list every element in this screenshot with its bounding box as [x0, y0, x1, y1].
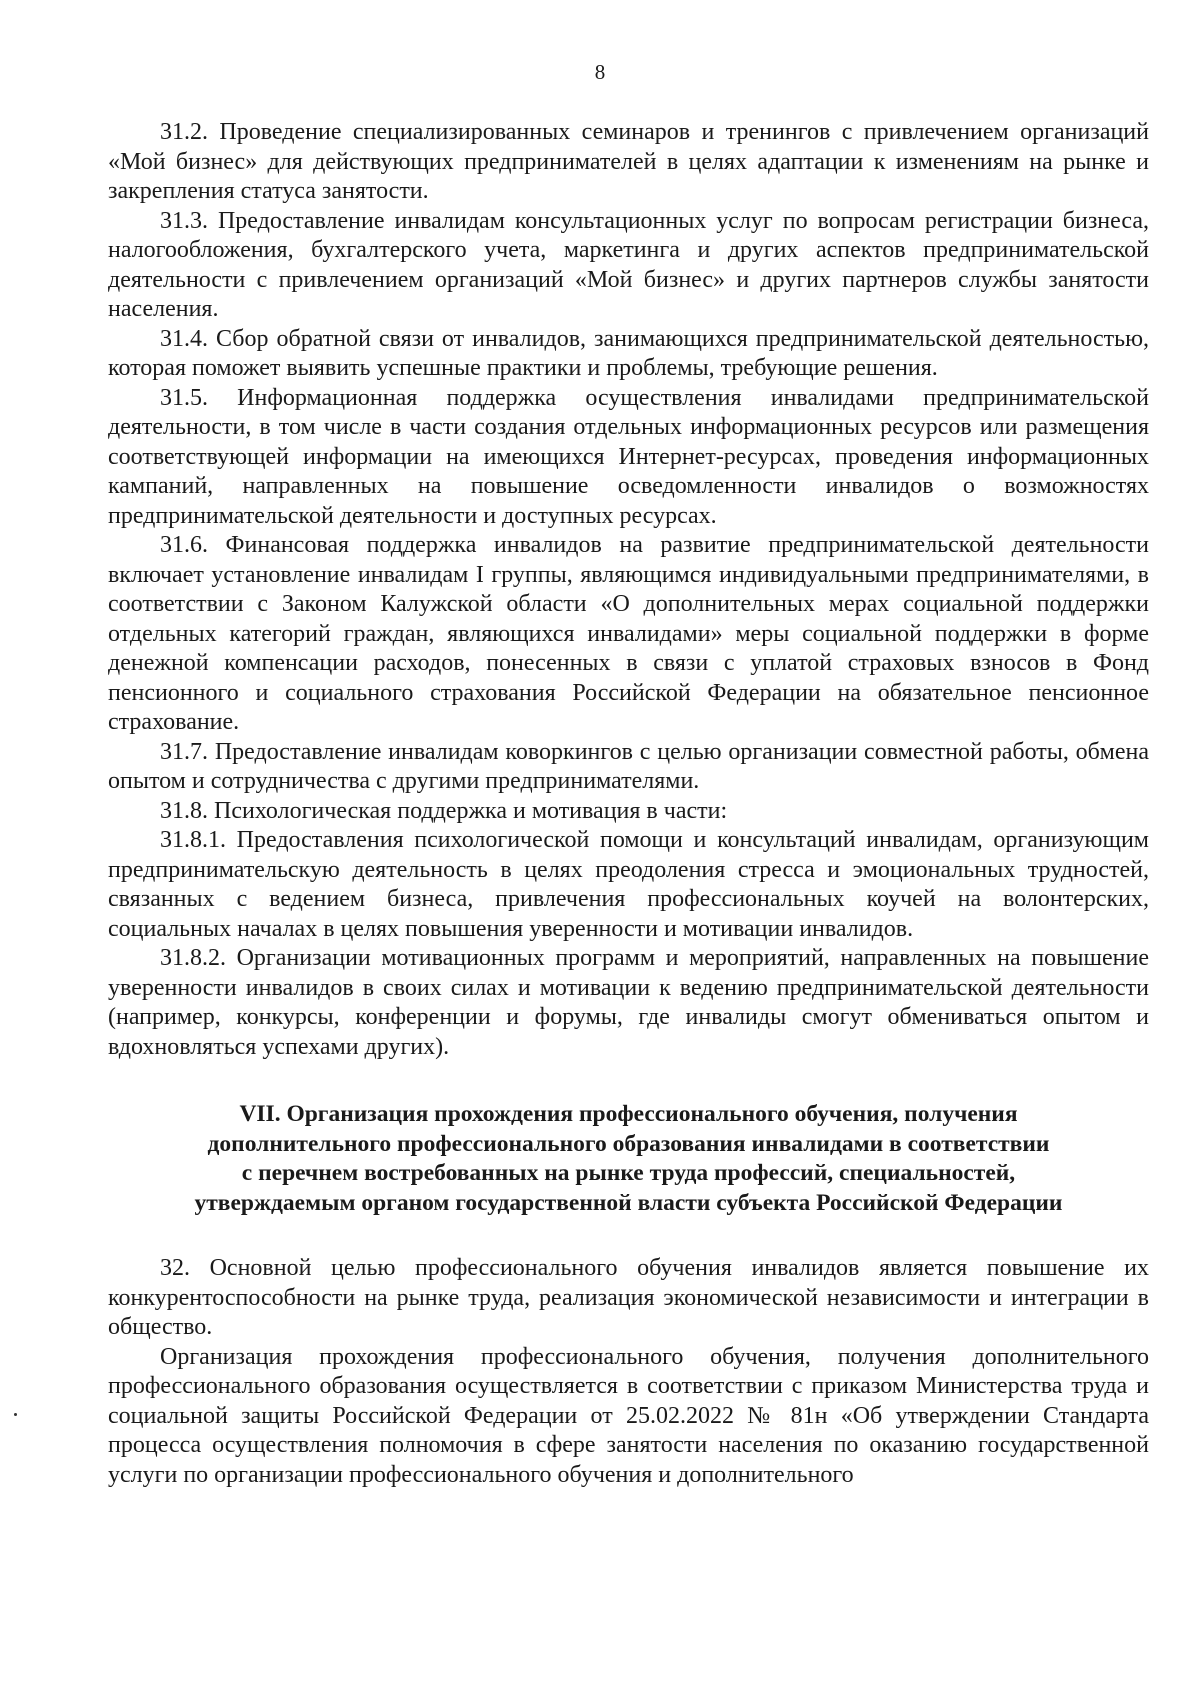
paragraph-31-4: 31.4. Сбор обратной связи от инвалидов, занимающихся предпринимательской деятельностью, которая поможет выявить успешные практики и проблемы, требующие решения.: [108, 325, 1149, 381]
paragraph-31-6: 31.6. Финансовая поддержка инвалидов на развитие предпринимательской деятельности включает установление инвалидам I группы, являющимся индивидуальными предпринимателями, в соответствии с Законом Калужской области «О дополнительных мерах социальной поддержки отдельных категорий граждан, являющихся инвалидами» меры социальной поддержки в форме денежной компенсации расходов, понесенных в связи с уплатой страховых взносов в Фонд пенсионного и социального страхования Российской Федерации на обязательное пенсионное страхование.: [108, 532, 1149, 735]
paragraph-31-7: 31.7. Предоставление инвалидам коворкингов с целью организации совместной работы, обмена опытом и сотрудничества с другими предпринимателями.: [108, 738, 1149, 794]
paragraph-31-8-2: 31.8.2. Организации мотивационных программ и мероприятий, направленных на повышение уверенности инвалидов в своих силах и мотивации к ведению предпринимательской деятельности (например, конкурсы, конференции и форумы, где инвалиды смогут обмениваться опытом и вдохновляться успехами других).: [108, 945, 1149, 1060]
paragraph-31-2: 31.2. Проведение специализированных семинаров и тренингов с привлечением организаций «Мой бизнес» для действующих предпринимателей в целях адаптации к изменениям на рынке и закрепления статуса занятости.: [108, 119, 1149, 204]
scan-mark: [14, 1413, 17, 1416]
section-heading-line: дополнительного профессионального образования инвалидами в соответствии: [207, 1130, 1050, 1157]
paragraph-31-3: 31.3. Предоставление инвалидам консультационных услуг по вопросам регистрации бизнеса, налогообложения, бухгалтерского учета, маркетинга и других аспектов предпринимательской деятельности с привлечением организаций «Мой бизнес» и других партнеров службы занятости населения.: [108, 207, 1149, 322]
paragraph-32-continued: Организация прохождения профессионального обучения, получения дополнительного профессионального образования осуществляется в соответствии с приказом Министерства труда и социальной защиты Российской Федерации от 25.02.2022 № 81н «Об утверждении Стандарта процесса осуществления полномочия в сфере занятости населения по оказанию государственной услуги по организации профессионального обучения и дополнительного: [108, 1343, 1149, 1488]
section-heading-line: утверждаемым органом государственной власти субъекта Российской Федерации: [194, 1189, 1063, 1216]
paragraph-31-8: 31.8. Психологическая поддержка и мотивация в части:: [160, 797, 728, 824]
paragraph-31-8-1: 31.8.1. Предоставления психологической помощи и консультаций инвалидам, организующим предпринимательскую деятельность в целях преодоления стресса и эмоциональных трудностей, связанных с ведением бизнеса, привлечения профессиональных коучей на волонтерских, социальных началах в целях повышения уверенности и мотивации инвалидов.: [108, 827, 1149, 942]
page-number: 8: [594, 60, 606, 84]
paragraph-32: 32. Основной целью профессионального обучения инвалидов является повышение их конкурентоспособности на рынке труда, реализация экономической независимости и интеграции в общество.: [108, 1255, 1149, 1340]
section-heading: [108, 1100, 1149, 1218]
section-heading-line: VII. Организация прохождения профессионального обучения, получения: [239, 1101, 1018, 1127]
section-heading-line: с перечнем востребованных на рынке труда профессий, специальностей,: [241, 1160, 1016, 1186]
document-body: [108, 118, 1149, 1490]
paragraph-31-5: 31.5. Информационная поддержка осуществления инвалидами предпринимательской деятельности, в том числе в части создания отдельных информационных ресурсов или размещения соответствующей информации на имеющихся Интернет-ресурсах, проведения информационных кампаний, направленных на повышение осведомленности инвалидов о возможностях предпринимательской деятельности и доступных ресурсах.: [108, 384, 1149, 529]
